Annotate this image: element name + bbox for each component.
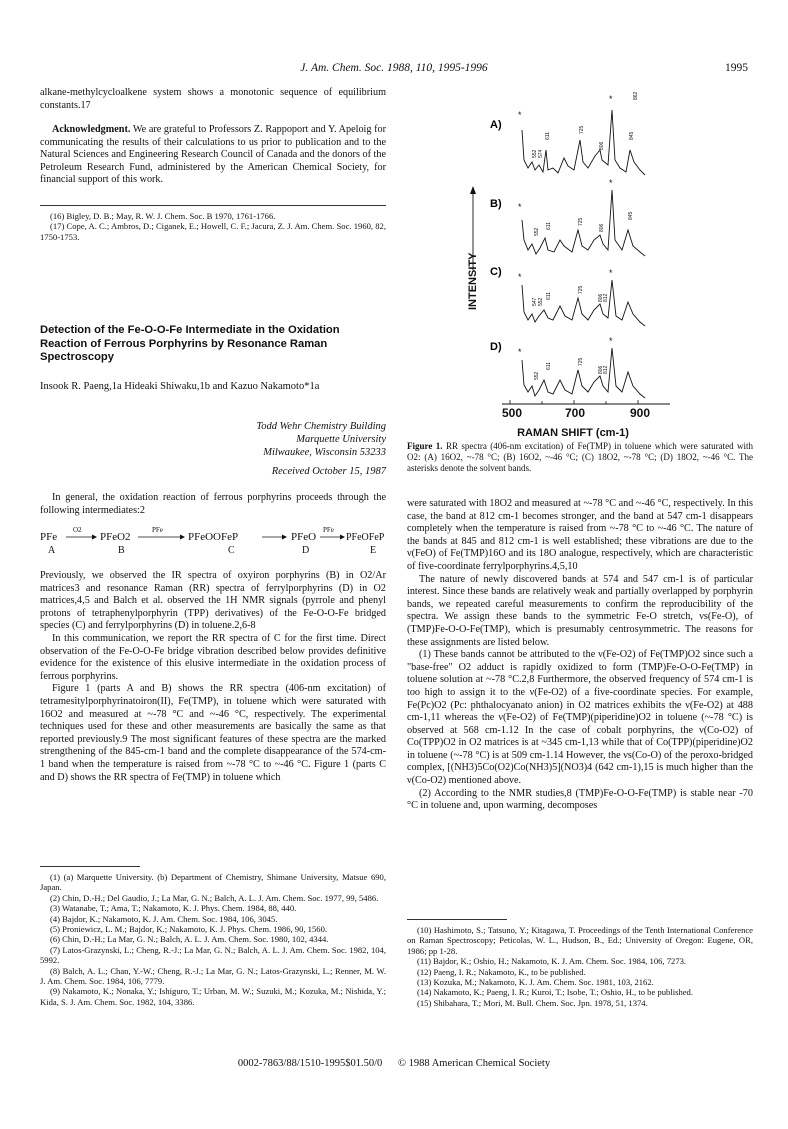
article-code: 0002-7863/88/1510-1995$01.50/0 (237, 1058, 383, 1069)
asterisk: * (609, 336, 613, 346)
svg-text:552: 552 (534, 227, 540, 236)
reference: (16) Bigley, D. B.; May, R. W. J. Chem. Soc. B 1970, 1761-1766. (50, 211, 276, 221)
species-d: PFeO (291, 531, 317, 543)
caption-text: RR spectra (406-nm excitation) of Fe(TMP) in toluene which were saturated with O2: (A) 16O2, ~-78 °C; (B) 16O2, ~-46 °C; (C) 18O2, ~-78 °C; (D) 18O2, ~-46 °C. The asterisks denote the solvent bands. (407, 441, 753, 473)
divider (40, 205, 386, 206)
x-axis-label: RAMAN SHIFT (cm-1) (517, 427, 629, 439)
affiliation: Todd Wehr Chemistry Building Marquette University Milwaukee, Wisconsin 53233 Received October 15, 1987 (40, 420, 386, 478)
footnote-divider (407, 919, 507, 920)
footnote: (14) Nakamoto, K.; Paeng, I. R.; Kuroi, T.; Isobe, T.; Oshio, H., to be published. (417, 987, 694, 998)
acknowledgment (40, 124, 386, 187)
paragraph: (1) These bands cannot be attributed to the ν(Fe-O2) of Fe(TMP)O2 since such a "base-free" O2 adduct is rapidly oxidized to form (TMP)Fe-O-O-Fe(TMP) in toluene solution at ~-78 °C.2,8 Furthermore, the observed frequency of 574 cm-1 is too high to assign it to the ν(Fe-O2) of a five-coordinate species. For example, Fe(Pc)O2 (Pc: phthalocyanato anion) in O2 matrices exhibits the ν(Fe-O2) at 488 cm-1,11 whereas the ν(Fe-O2) of Fe(TMP)(piperidine)O2 in toluene (~-78 °C) is observed at 568 cm-1.12 In the case of cobalt porphyrins, the ν(Co-O2) of Co(TPP)O2 in O2 matrices is at ~345 cm-1,13 while that of Co(TPP)(piperidine)O2 in toluene (~-78 °C) is at 509 cm-1.14 However, the νs(Co-O) of the peroxo-bridged complex, [(NH3)5Co(O2)Co(NH3)5](NO3)4 (642 cm-1),15 is much higher than the ν(Co-O2) mentioned above. (407, 649, 753, 787)
svg-text:725: 725 (578, 217, 584, 226)
prev-references (40, 211, 386, 242)
svg-text:PFe: PFe (152, 526, 163, 534)
footnote: (10) Hashimoto, S.; Tatsuno, Y.; Kitagawa, T. Proceedings of the Tenth International Conference on Raman Spectroscopy; Peticolas, W. L., Hudson, B., Ed.; University of Oregon: Eugene, OR, 1986; pp 1-28. (407, 925, 753, 956)
page-footer (0, 1058, 788, 1069)
svg-text:725: 725 (578, 357, 584, 366)
svg-text:B: B (118, 545, 125, 556)
svg-text:806: 806 (598, 293, 604, 302)
copyright: © 1988 American Chemical Society (398, 1058, 551, 1069)
svg-text:611: 611 (545, 132, 551, 140)
asterisk: * (518, 110, 522, 120)
svg-text:845: 845 (628, 211, 634, 220)
footnote: (2) Chin, D.-H.; Del Gaudio, J.; La Mar, G. N.; Balch, A. L. J. Am. Chem. Soc. 1977, 99, 5486. (50, 892, 379, 903)
svg-text:552: 552 (538, 297, 544, 306)
authors: Insook R. Paeng,1a Hideaki Shiwaku,1b and Kazuo Nakamoto*1a (40, 381, 320, 392)
intro-paragraph: In general, the oxidation reaction of ferrous porphyrins proceeds through the following intermediates:2 (40, 492, 386, 516)
footnotes-left (40, 872, 386, 1007)
asterisk: * (518, 202, 522, 212)
footnote: (4) Bajdor, K.; Nakamoto, K. J. Am. Chem. Soc. 1984, 106, 3045. (50, 913, 278, 924)
svg-text:574: 574 (538, 149, 544, 158)
svg-text:725: 725 (578, 285, 584, 294)
x-tick-label: 900 (629, 406, 651, 420)
svg-text:547: 547 (532, 297, 538, 306)
reaction-scheme (40, 522, 386, 558)
received-date: Received October 15, 1987 (271, 466, 386, 477)
figure-1-spectra (440, 80, 680, 460)
panel-b-label: B) (490, 198, 502, 210)
paragraph: In this communication, we report the RR spectra of C for the first time. Direct observation of the Fe-O-O-Fe bridge vibration described below provides definitive evidence for the existence of this elusive intermediate in the oxidation process of ferrous porphyrins. (40, 632, 386, 682)
svg-text:611: 611 (546, 222, 552, 230)
paragraph: were saturated with 18O2 and measured at ~-78 °C and ~-46 °C, respectively. In this case, the band at 812 cm-1 becomes stronger, and the band at 547 cm-1 disappears completely when the temperature is raised from ~-78 °C to ~-46 °C. The nature of the bands at 845 and 812 cm-1 is well established; these vibrations are due to the ν(FeO) of Fe(TMP)16O and its 18O analogue, respectively, which are characteristic of five-coordinate ferrylporphyrins.4,5,10 (407, 498, 753, 572)
footnote: (5) Proniewicz, L. M.; Bajdor, K.; Nakamoto, K. J. Phys. Chem. 1986, 90, 1560. (50, 924, 328, 935)
journal-citation: J. Am. Chem. Soc. 1988, 110, 1995-1996 (300, 62, 488, 74)
paragraph: Figure 1 (parts A and B) shows the RR spectra (406-nm excitation) of tetramesitylporphyrinatoiron(II), Fe(TMP), in toluene which were saturated with 16O2 and measured at ~-78 °C and ~-46 °C, respectively. The experimental techniques used for these and other measurements are basically the same as that reported previously.9 The most significant features of these spectra are the marked strengthening of the 845-cm-1 band and the complete disappearance of the 574-cm-1 band when the temperature is raised from ~-78 °C to ~-46 °C. Figure 1 (parts C and D) shows the RR spectra of Fe(TMP) in toluene which (40, 683, 386, 783)
paragraph: The nature of newly discovered bands at 574 and 547 cm-1 is of particular interest. Since these bands are relatively weak and partially overlapped by porphyrin bands, we repeated careful measurements to confirm the reproducibility of the spectra. We assign these bands to the symmetric Fe-O stretch, νs(Fe-O), of (TMP)Fe-O-O-Fe(TMP), which is presumably centrosymmetric. The reasons for these assignments are listed below. (407, 573, 753, 648)
species-b: PFeO2 (100, 531, 131, 543)
footnote: (8) Balch, A. L.; Chan, Y.-W.; Cheng, R.-J.; La Mar, G. N.; Latos-Grazynski, L.; Renner, M. W. J. Am. Chem. Soc. 1984, 106, 7779. (40, 965, 386, 987)
svg-text:PFe: PFe (323, 526, 334, 534)
asterisk: * (609, 268, 613, 278)
footnote-divider (40, 866, 140, 867)
species-a: PFe (40, 531, 58, 543)
footnote: (7) Latos-Grazynski, L.; Cheng, R.-J.; La Mar, G. N.; Balch, A. L. J. Am. Chem. Soc. 1982, 104, 5992. (40, 944, 386, 966)
asterisk: * (609, 94, 613, 104)
caption-head: Figure 1. (407, 441, 443, 451)
figure-caption (407, 441, 753, 474)
reference: (17) Cope, A. C.; Ambros, D.; Ciganek, E.; Howell, C. F.; Jacura, Z. J. Am. Chem. Soc. 1960, 82, 1750-1753. (40, 221, 386, 242)
species-e: PFeOFeP (346, 532, 385, 543)
svg-text:C: C (228, 545, 235, 556)
footnote: (1) (a) Marquette University. (b) Department of Chemistry, Shimane University, Matsue 690, Japan. (40, 872, 386, 893)
footnote: (13) Kozuka, M.; Nakamoto, K. J. Am. Chem. Soc. 1981, 103, 2162. (417, 977, 654, 988)
svg-text:862: 862 (633, 91, 639, 100)
panel-c-label: C) (490, 266, 502, 278)
footnote: (12) Paeng, I. R.; Nakamoto, K., to be published. (417, 966, 586, 977)
svg-text:A: A (48, 545, 56, 556)
article-title: Detection of the Fe-O-O-Fe Intermediate in the Oxidation Reaction of Ferrous Porphyrins by Resonance Raman Spectroscopy (40, 324, 340, 364)
acknowledgment-head: Acknowledgment. (52, 124, 131, 135)
footnote: (6) Chin, D.-H.; La Mar, G. N.; Balch, A. L. J. Am. Chem. Soc. 1980, 102, 4344. (50, 934, 329, 945)
x-tick-label: 500 (501, 406, 523, 420)
y-axis-label: INTENSITY (467, 252, 479, 310)
footnote: (9) Nakamoto, K.; Nonaka, Y.; Ishiguro, T.; Urban, M. W.; Suzuki, M.; Kozuka, M.; Nishida, Y.; Kida, S. J. Am. Chem. Soc. 1982, 104, 3386. (40, 986, 386, 1007)
svg-text:552: 552 (532, 149, 538, 158)
paragraph: (2) According to the NMR studies,8 (TMP)Fe-O-O-Fe(TMP) is stable near -70 °C in toluene and, upon warming, decomposes (407, 787, 753, 812)
paragraph: Previously, we observed the IR spectra of oxyiron porphyrins (B) in O2/Ar matrices3 and resonance Raman (RR) spectra of ferrylporphyrins (D) in O2 matrices,4,5 and Balch et al. observed the 1H NMR signals (pyrrole and phenyl protons of tetraphenylporphyrin (TPP) derivatives) of the Fe-O-O-Fe bridged species (C) and ferrylporphyrins (D) in toluene.2,6-8 (40, 570, 386, 632)
svg-text:611: 611 (546, 292, 552, 300)
body-left (40, 570, 386, 784)
svg-text:806: 806 (598, 365, 604, 374)
asterisk: * (518, 272, 522, 282)
species-c: PFeOOFeP (188, 531, 239, 543)
footnotes-right (407, 925, 753, 1008)
svg-text:812: 812 (603, 293, 609, 302)
svg-text:552: 552 (534, 371, 540, 380)
svg-text:845: 845 (629, 131, 635, 140)
acknowledgment-text: We are grateful to Professors Z. Rappoport and Y. Apeloig for communicating the results of their calculations to us prior to publication and to the Natural Sciences and Engineering Research Council of Canada and the donors of the Petroleum Research Fund, administered by the American Chemical Society, for financial support of this work. (40, 124, 386, 186)
prev-article-end: alkane-methylcycloalkene system shows a monotonic sequence of equilibrium constants.17 (40, 87, 386, 111)
spectrum-a (522, 110, 645, 175)
panel-a-label: A) (490, 119, 502, 131)
svg-text:611: 611 (546, 362, 552, 370)
footnote: (3) Watanabe, T.; Ama, T.; Nakamoto, K. J. Phys. Chem. 1984, 88, 440. (50, 903, 297, 914)
asterisk: * (518, 347, 522, 357)
svg-text:806: 806 (599, 141, 605, 150)
asterisk: * (609, 178, 613, 188)
svg-text:812: 812 (603, 365, 609, 374)
spectrum-d (522, 348, 645, 398)
footnote: (15) Shibahara, T.; Mori, M. Bull. Chem. Soc. Jpn. 1978, 51, 1374. (417, 997, 648, 1008)
x-tick-label: 700 (564, 406, 586, 420)
svg-text:D: D (302, 545, 310, 556)
panel-d-label: D) (490, 341, 502, 353)
svg-text:725: 725 (579, 125, 585, 134)
svg-text:806: 806 (599, 223, 605, 232)
svg-text:E: E (370, 545, 377, 556)
svg-text:O2: O2 (73, 526, 82, 534)
page-number: 1995 (725, 62, 748, 74)
body-right (407, 498, 753, 813)
footnote: (11) Bajdor, K.; Oshio, H.; Nakamoto, K. J. Am. Chem. Soc. 1984, 106, 7273. (417, 956, 687, 967)
